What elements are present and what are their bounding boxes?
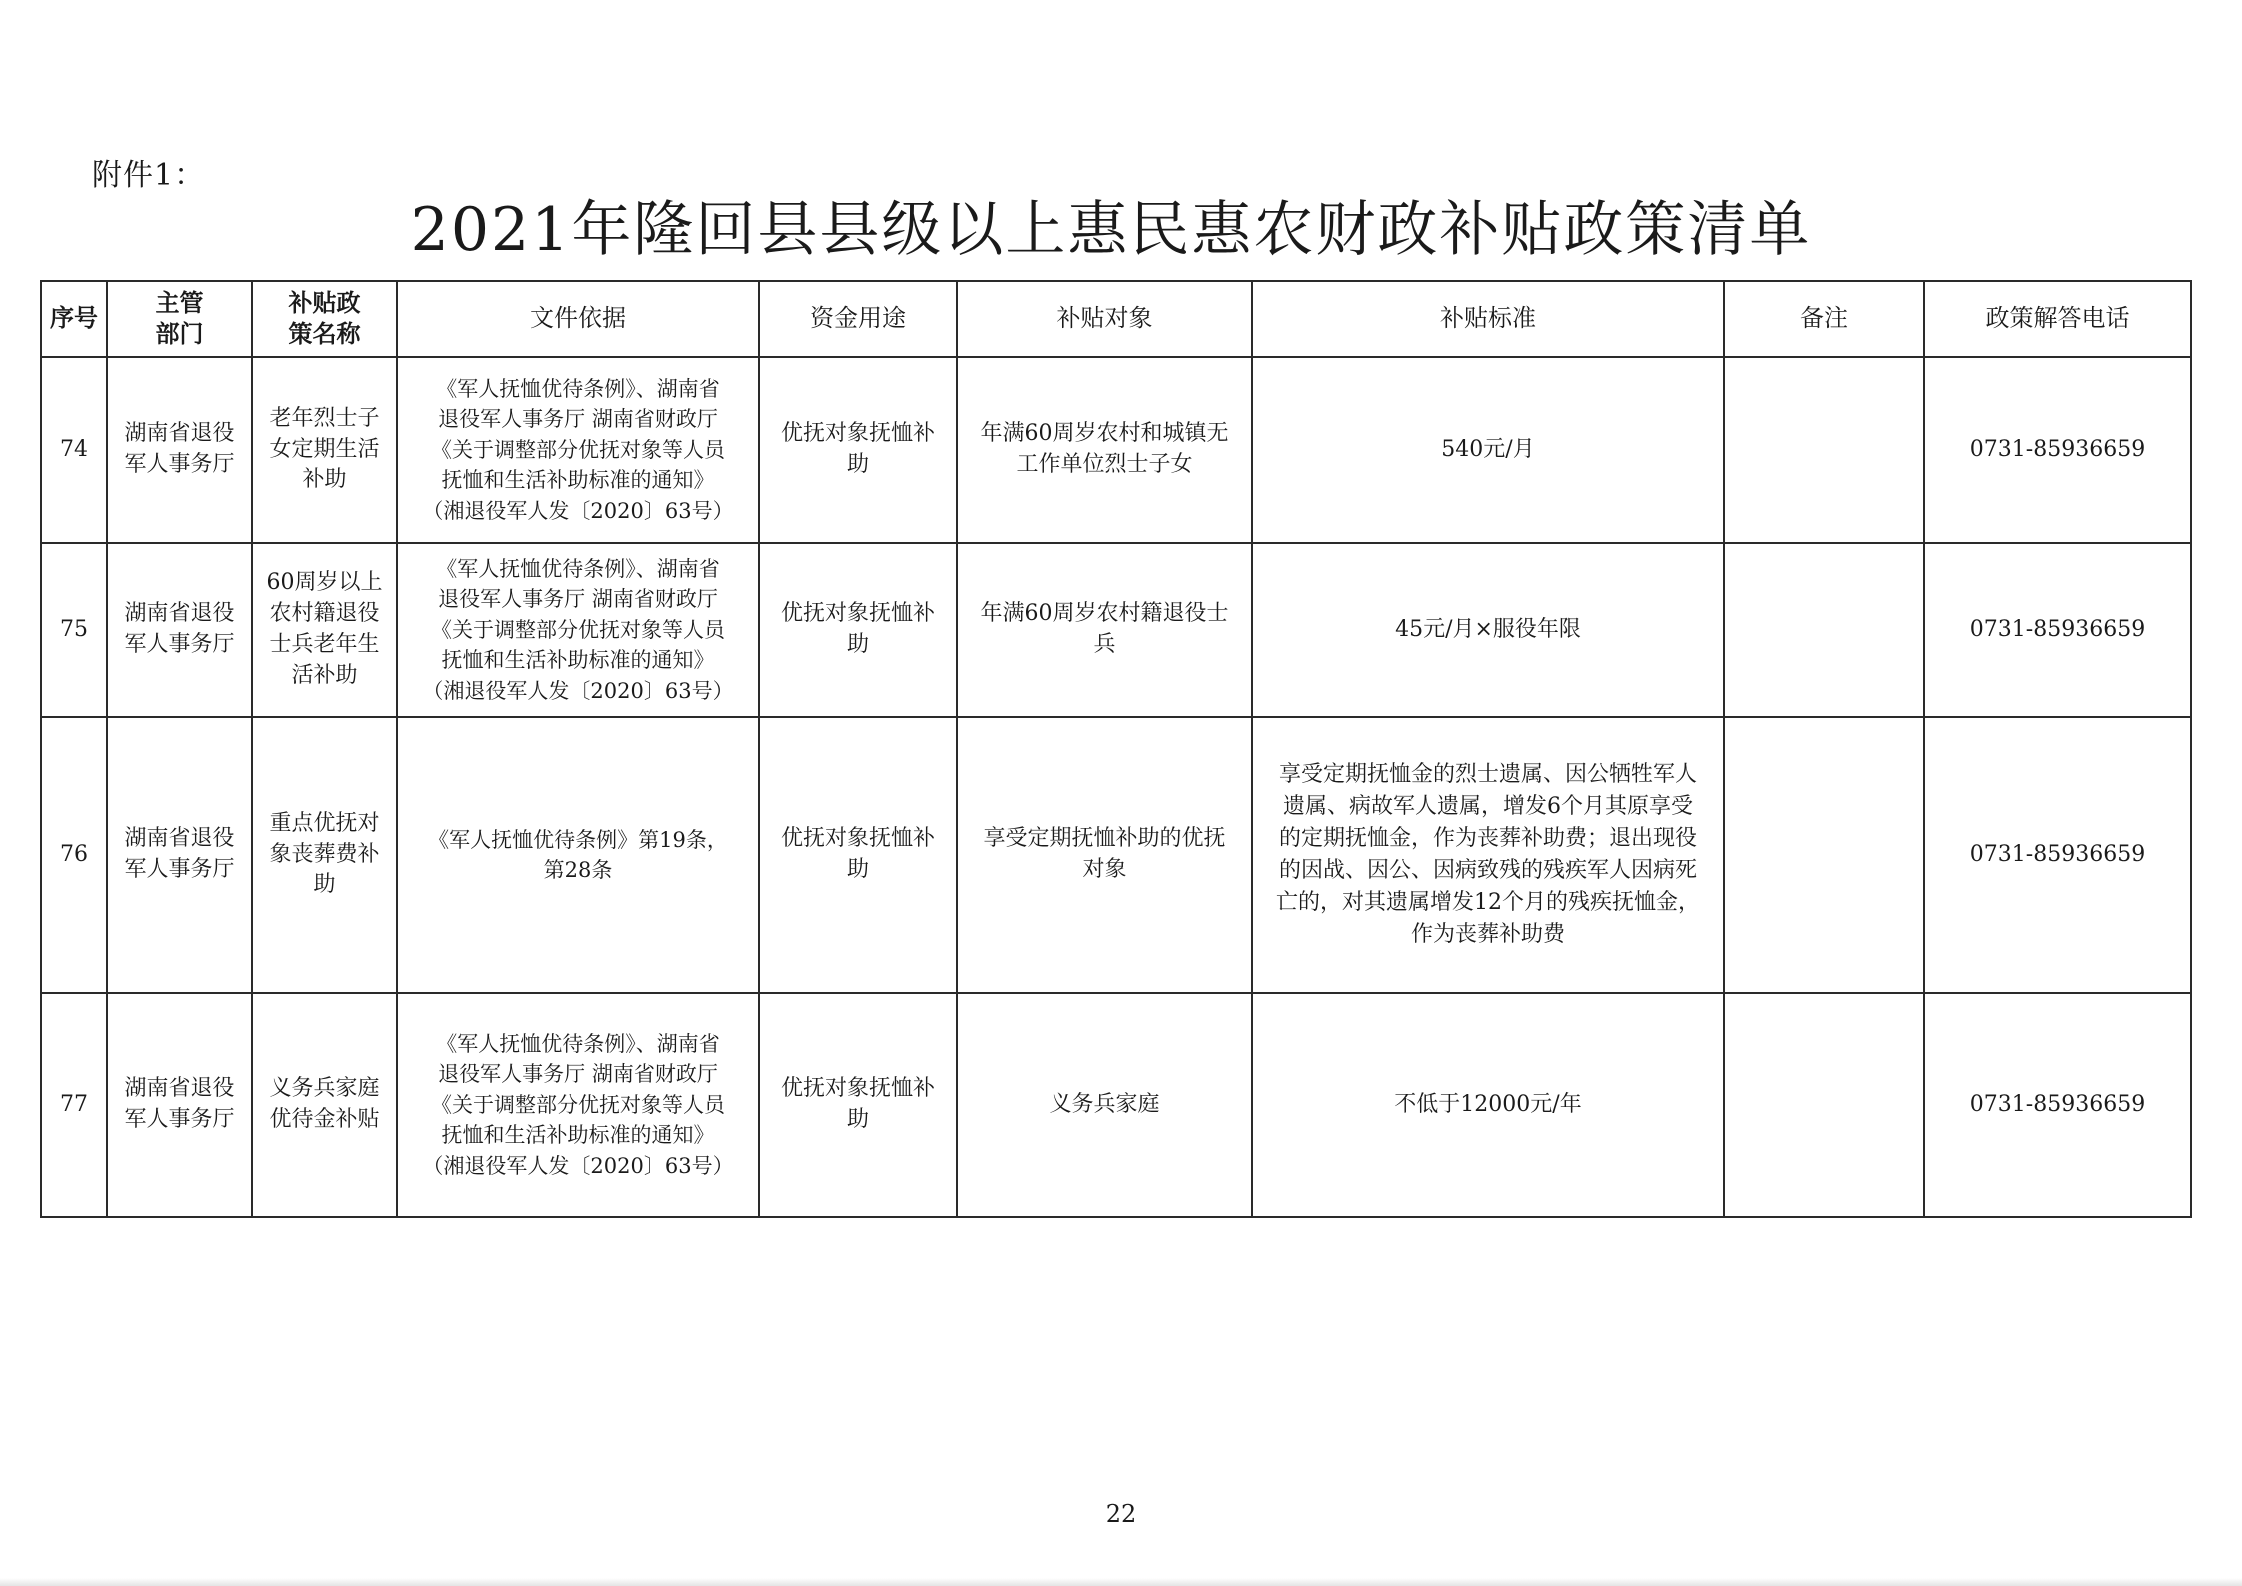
cell-policy-name: 老年烈士子 女定期生活 补助 [252,357,397,543]
cell-phone: 0731-85936659 [1924,993,2191,1217]
header-target: 补贴对象 [957,281,1252,357]
cell-usage: 优抚对象抚恤补 助 [759,993,957,1217]
header-phone: 政策解答电话 [1924,281,2191,357]
cell-standard: 不低于12000元/年 [1252,993,1724,1217]
header-standard: 补贴标准 [1252,281,1724,357]
table-row [41,357,2191,543]
cell-target: 享受定期抚恤补助的优抚 对象 [957,717,1252,993]
cell-basis: 《军人抚恤优待条例》、湖南省 退役军人事务厅 湖南省财政厅 《关于调整部分优抚对象等人员 抚恤和生活补助标准的通知》 （湘退役军人发〔2020〕63号） [397,357,759,543]
cell-seq: 74 [41,357,107,543]
cell-seq: 75 [41,543,107,717]
table-row [41,993,2191,1217]
cell-dept: 湖南省退役 军人事务厅 [107,543,252,717]
cell-basis: 《军人抚恤优待条例》、湖南省 退役军人事务厅 湖南省财政厅 《关于调整部分优抚对象等人员 抚恤和生活补助标准的通知》 （湘退役军人发〔2020〕63号） [397,543,759,717]
cell-remarks [1724,357,1924,543]
header-seq: 序号 [41,281,107,357]
policy-table [40,280,2192,1218]
cell-policy-name: 义务兵家庭 优待金补贴 [252,993,397,1217]
header-usage: 资金用途 [759,281,957,357]
cell-target: 年满60周岁农村和城镇无 工作单位烈士子女 [957,357,1252,543]
cell-usage: 优抚对象抚恤补 助 [759,717,957,993]
header-dept: 主管 部门 [107,281,252,357]
attachment-label: 附件1： [92,158,206,193]
cell-standard: 享受定期抚恤金的烈士遗属、因公牺牲军人 遗属、病故军人遗属，增发6个月其原享受 的定期抚恤金，作为丧葬补助费；退出现役 的因战、因公、因病致残的残疾军人因病死 亡的，对其遗属增发12个月的残疾抚恤金， 作为丧葬补助费 [1252,717,1724,993]
cell-seq: 76 [41,717,107,993]
cell-basis: 《军人抚恤优待条例》第19条， 第28条 [397,717,759,993]
page-number: 22 [1105,1500,1137,1528]
cell-basis: 《军人抚恤优待条例》、湖南省 退役军人事务厅 湖南省财政厅 《关于调整部分优抚对象等人员 抚恤和生活补助标准的通知》 （湘退役军人发〔2020〕63号） [397,993,759,1217]
cell-dept: 湖南省退役 军人事务厅 [107,993,252,1217]
cell-phone: 0731-85936659 [1924,543,2191,717]
cell-phone: 0731-85936659 [1924,717,2191,993]
cell-dept: 湖南省退役 军人事务厅 [107,357,252,543]
table-row [41,717,2191,993]
cell-seq: 77 [41,993,107,1217]
table-row [41,543,2191,717]
cell-phone: 0731-85936659 [1924,357,2191,543]
cell-target: 年满60周岁农村籍退役士 兵 [957,543,1252,717]
cell-policy-name: 重点优抚对 象丧葬费补 助 [252,717,397,993]
cell-dept: 湖南省退役 军人事务厅 [107,717,252,993]
cell-standard: 45元/月×服役年限 [1252,543,1724,717]
cell-standard: 540元/月 [1252,357,1724,543]
cell-remarks [1724,717,1924,993]
cell-remarks [1724,543,1924,717]
page-title: 2021年隆回县县级以上惠民惠农财政补贴政策清单 [410,195,1812,265]
header-basis: 文件依据 [397,281,759,357]
table-header [41,281,2191,357]
cell-target: 义务兵家庭 [957,993,1252,1217]
cell-usage: 优抚对象抚恤补 助 [759,357,957,543]
header-remarks: 备注 [1724,281,1924,357]
cell-policy-name: 60周岁以上 农村籍退役 士兵老年生 活补助 [252,543,397,717]
scan-edge-divider [0,1578,2242,1586]
cell-remarks [1724,993,1924,1217]
header-policy-name: 补贴政 策名称 [252,281,397,357]
cell-usage: 优抚对象抚恤补 助 [759,543,957,717]
